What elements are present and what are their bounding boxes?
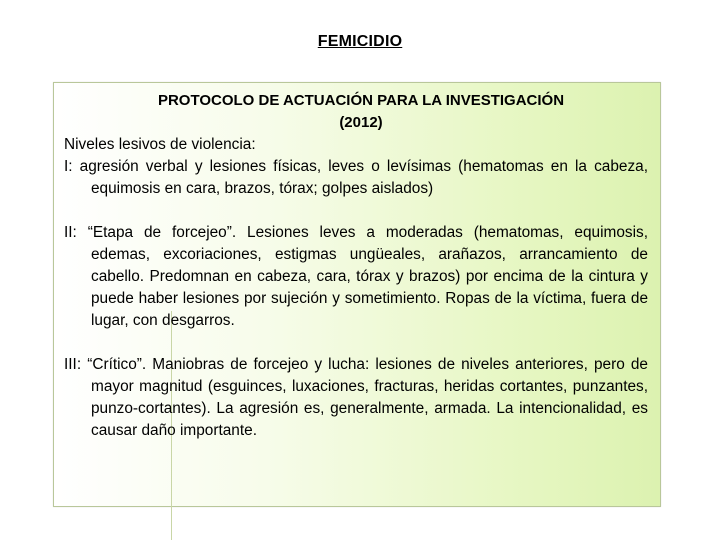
protocol-heading-year: (2012) <box>339 114 383 131</box>
level-item-3: III: “Crítico”. Maniobras de forcejeo y lucha: lesiones de niveles anteriores, pero de mayor magnitud (esguinces, luxaciones, fracturas, heridas cortantes, punzantes, punzo-cortantes). La agresión es, generalmente, armada. La intencionalidad, es causar daño importante. <box>64 356 648 439</box>
levels-intro: Niveles lesivos de violencia: <box>64 136 256 153</box>
slide-title: FEMICIDIO <box>317 33 403 50</box>
protocol-heading-line1: PROTOCOLO DE ACTUACIÓN PARA LA INVESTIGACIÓN <box>157 92 565 109</box>
protocol-heading <box>64 90 648 134</box>
level-item-1: I: agresión verbal y lesiones físicas, leves o levísimas (hematomas en la cabeza, equimosis en cara, brazos, tórax; golpes aislados) <box>64 158 648 197</box>
level-item-2: II: “Etapa de forcejeo”. Lesiones leves a moderadas (hematomas, equimosis, edemas, excoriaciones, estigmas ungüeales, arañazos, arrancamiento de cabello. Predomnan en cabeza, cara, tórax y brazos) por encima de la cintura y puede haber lesiones por sujeción y sometimiento. Ropas de la víctima, fuera de lugar, con desgarros. <box>64 224 648 329</box>
protocol-text-box <box>53 82 661 507</box>
spacer <box>64 200 648 222</box>
spacer <box>64 332 648 354</box>
protocol-content <box>64 90 648 442</box>
